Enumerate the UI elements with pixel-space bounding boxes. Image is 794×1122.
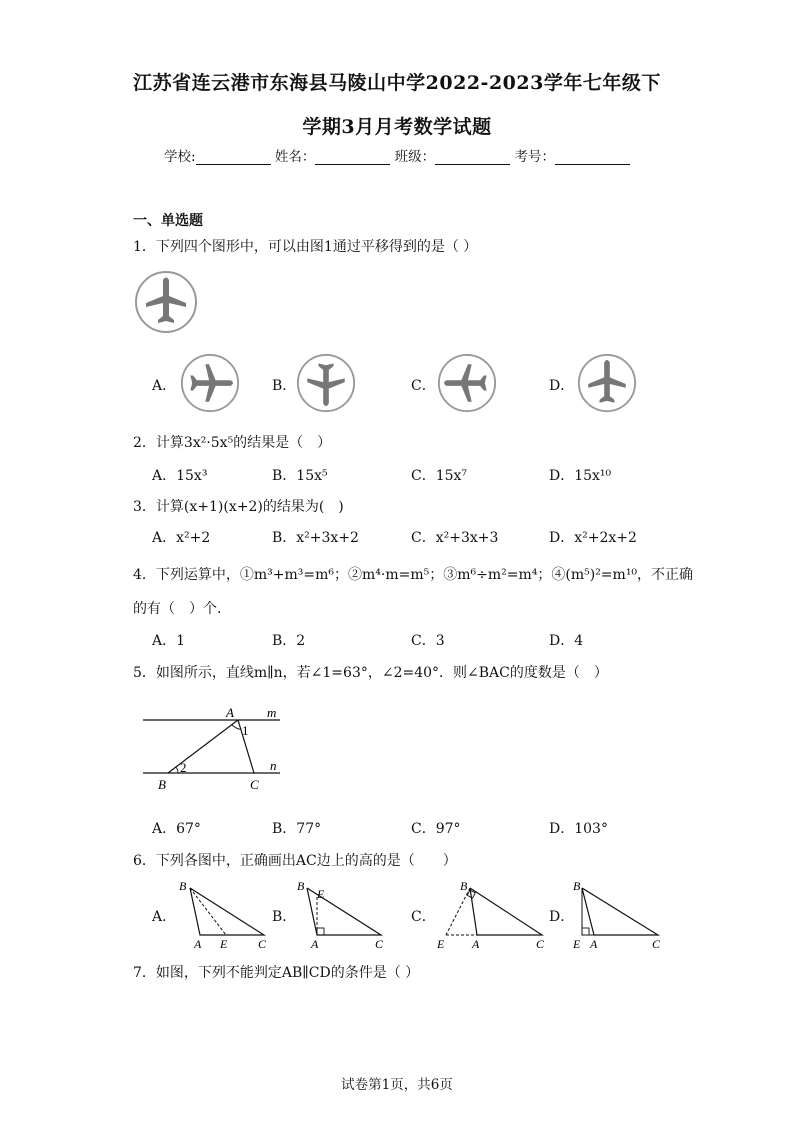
q5-label-a: A xyxy=(226,705,234,720)
q1-option-a-label[interactable]: A． xyxy=(152,378,177,394)
q5-label-c: C xyxy=(250,777,259,792)
question-6-text: 6．下列各图中，正确画出AC边上的高的是（ ） xyxy=(133,853,457,869)
class-blank[interactable] xyxy=(435,164,510,165)
q1-option-c-label[interactable]: C． xyxy=(411,378,436,394)
q4-option-c[interactable]: C．3 xyxy=(411,633,445,649)
q3-option-c[interactable]: C．x²+3x+3 xyxy=(411,530,499,546)
q5-option-b[interactable]: B．77° xyxy=(272,821,322,837)
q6d-label-c: C xyxy=(652,937,661,950)
q6a-label-e: E xyxy=(220,937,228,950)
exam-no-label: 考号： xyxy=(514,149,555,165)
q6c-label-b: B xyxy=(460,879,468,893)
q1-option-d-label[interactable]: D． xyxy=(549,378,575,394)
q6-option-a-triangle-figure[interactable] xyxy=(176,878,271,950)
q5-option-a[interactable]: A．67° xyxy=(152,821,201,837)
q6-option-d-triangle-figure[interactable] xyxy=(570,878,670,950)
q1-option-c-plane-icon[interactable] xyxy=(437,353,497,413)
q6d-label-b: B xyxy=(573,879,581,893)
q6-option-d-label[interactable]: D． xyxy=(549,909,575,925)
q6c-label-e: E xyxy=(437,937,445,950)
q1-option-b-plane-icon[interactable] xyxy=(296,353,356,413)
q5-option-d[interactable]: D．103° xyxy=(549,821,608,837)
page-footer: 试卷第1页，共6页 xyxy=(341,1077,453,1093)
q5-label-angle-2: 2 xyxy=(180,760,187,775)
q6-option-c-triangle-figure[interactable] xyxy=(432,878,552,950)
q3-option-b[interactable]: B．x²+3x+2 xyxy=(272,530,359,546)
q1-figure-1-plane-icon xyxy=(134,270,198,334)
q1-option-b-label[interactable]: B． xyxy=(272,378,297,394)
q6-option-b-label[interactable]: B． xyxy=(272,909,297,925)
q6-option-b-triangle-figure[interactable] xyxy=(293,878,388,950)
title-line-2: 学期3月月考数学试题 xyxy=(302,116,492,138)
q2-option-a[interactable]: A．15x³ xyxy=(152,468,208,484)
q6d-label-a: A xyxy=(590,937,598,950)
q6c-label-a: A xyxy=(472,937,480,950)
question-4-text-cont: 的有（ ）个. xyxy=(133,601,222,617)
q3-option-d[interactable]: D．x²+2x+2 xyxy=(549,530,637,546)
q3-option-a[interactable]: A．x²+2 xyxy=(152,530,211,546)
question-7-text: 7．如图，下列不能判定AB∥CD的条件是（ ） xyxy=(133,965,420,981)
q6-option-c-label[interactable]: C． xyxy=(411,909,436,925)
q6b-label-a: A xyxy=(311,937,319,950)
q2-option-b[interactable]: B．15x⁵ xyxy=(272,468,328,484)
school-label: 学校: xyxy=(164,149,196,165)
question-2-text: 2．计算3x²·5x⁵的结果是（ ） xyxy=(133,435,332,451)
q5-parallel-lines-figure xyxy=(140,700,290,795)
name-label: 姓名： xyxy=(274,149,316,165)
q5-label-angle-1: 1 xyxy=(242,723,249,738)
q6c-label-c: C xyxy=(536,937,545,950)
q4-option-b[interactable]: B．2 xyxy=(272,633,306,649)
question-4-text: 4．下列运算中，①m³+m³=m⁶；②m⁴·m=m⁵；③m⁶÷m²=m⁴；④(m⁵)²=m¹⁰，不正确 xyxy=(133,567,694,583)
q4-option-a[interactable]: A．1 xyxy=(152,633,186,649)
q6b-label-b: B xyxy=(297,879,305,893)
q1-option-d-plane-icon[interactable] xyxy=(577,353,637,413)
exam-no-blank[interactable] xyxy=(555,164,630,165)
q1-option-a-plane-icon[interactable] xyxy=(180,353,240,413)
q5-option-c[interactable]: C．97° xyxy=(411,821,461,837)
q6a-label-b: B xyxy=(179,879,187,893)
q4-option-d[interactable]: D．4 xyxy=(549,633,584,649)
q5-label-n: n xyxy=(270,758,277,773)
q6-option-a-label[interactable]: A． xyxy=(152,909,177,925)
question-5-text: 5．如图所示，直线m∥n，若∠1=63°，∠2=40°．则∠BAC的度数是（ ） xyxy=(133,665,608,681)
q2-option-c[interactable]: C．15x⁷ xyxy=(411,468,468,484)
q5-label-m: m xyxy=(267,705,277,720)
q5-label-b: B xyxy=(158,777,166,792)
q6d-label-e: E xyxy=(573,937,581,950)
school-blank[interactable] xyxy=(196,164,271,165)
question-3-text: 3．计算(x+1)(x+2)的结果为( ) xyxy=(133,499,344,515)
student-info-row xyxy=(0,145,794,165)
name-blank[interactable] xyxy=(315,164,390,165)
q2-option-d[interactable]: D．15x¹⁰ xyxy=(549,468,612,484)
title-line-1: 江苏省连云港市东海县马陵山中学2022-2023学年七年级下 xyxy=(133,72,661,94)
q6a-label-a: A xyxy=(194,937,202,950)
section-heading: 一、单选题 xyxy=(133,213,203,229)
q6b-label-e: E xyxy=(317,887,325,901)
q6a-label-c: C xyxy=(258,937,267,950)
question-1-text: 1．下列四个图形中，可以由图1通过平移得到的是（ ） xyxy=(133,239,478,255)
q6b-label-c: C xyxy=(375,937,384,950)
class-label: 班级： xyxy=(394,149,436,165)
